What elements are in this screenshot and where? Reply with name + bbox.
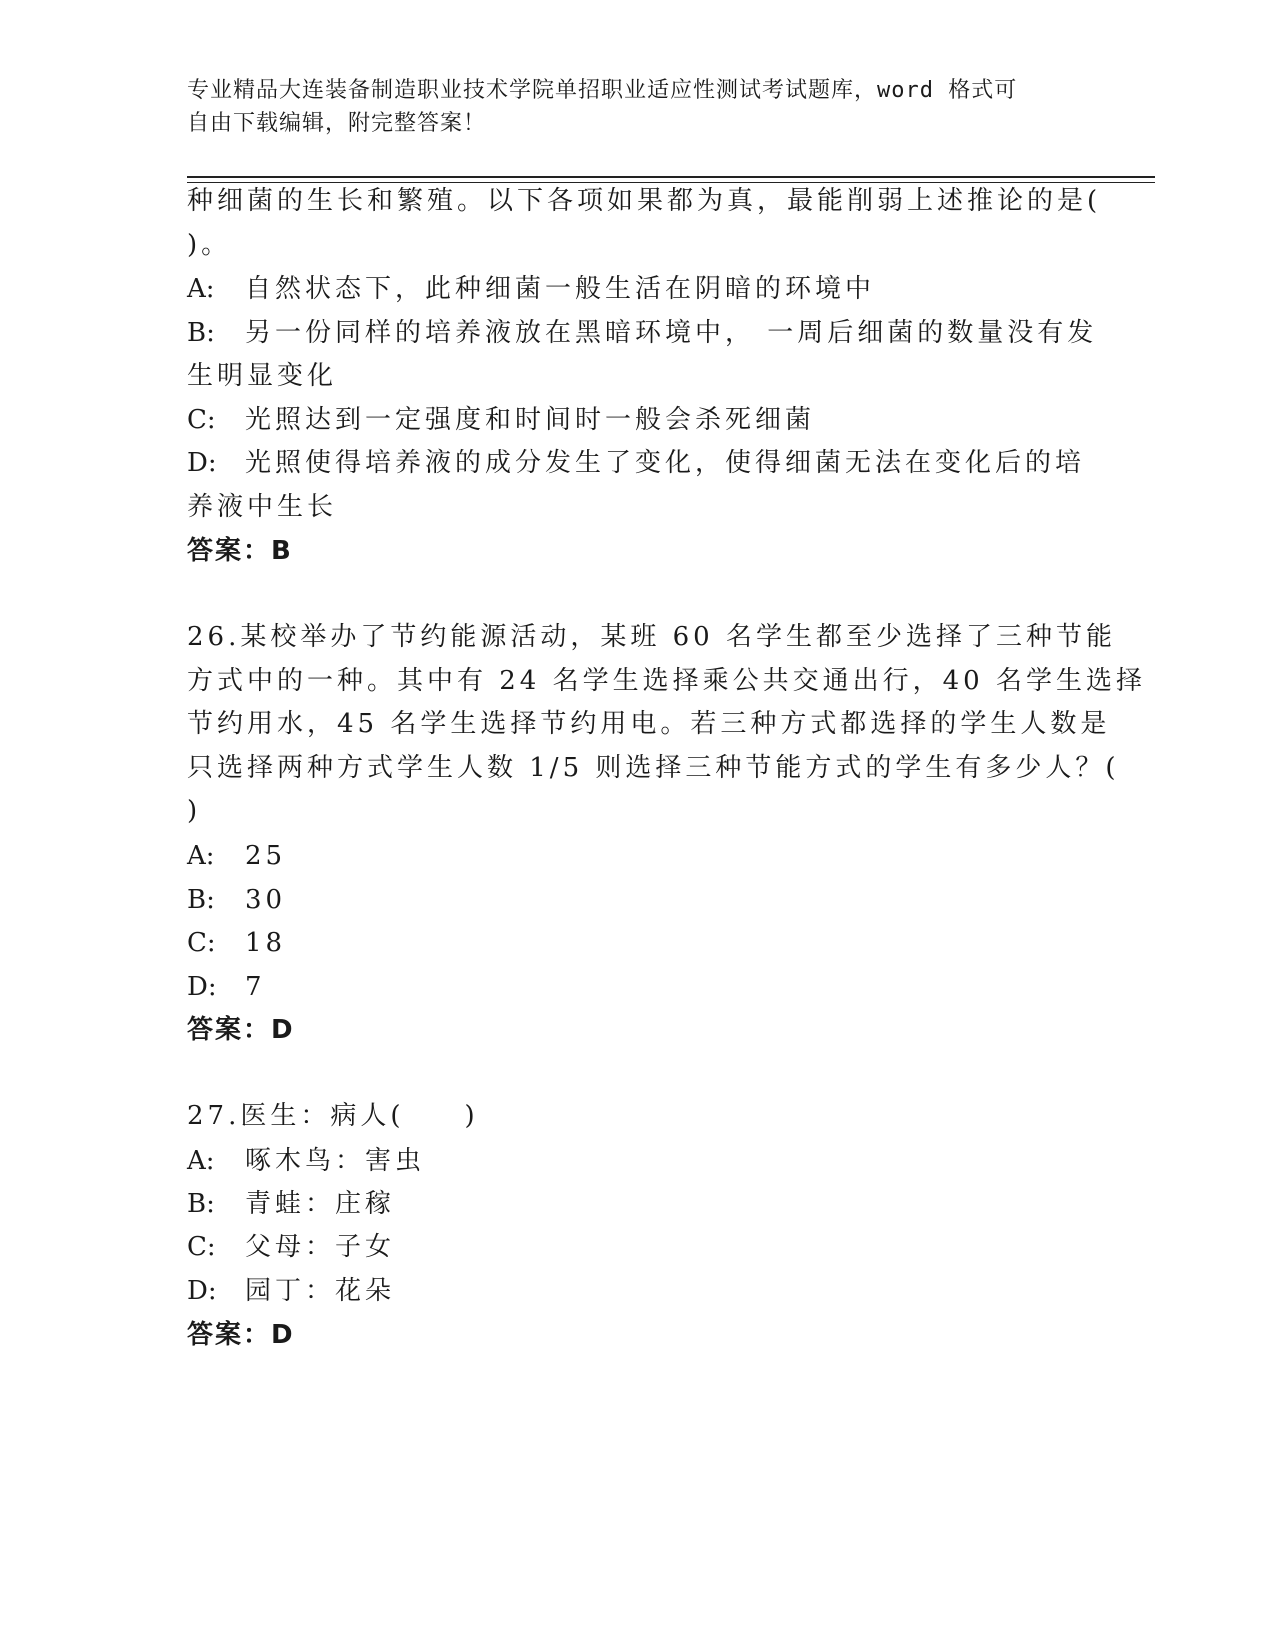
q27-answer: 答案：D [187, 1320, 295, 1350]
option-text: 18 [245, 928, 287, 958]
option-letter: D: [187, 448, 217, 478]
q27-option-c [187, 1230, 395, 1264]
q25-option-b-continued: 生明显变化 [187, 361, 338, 391]
q27-option-b [187, 1187, 395, 1221]
q25-option-d [187, 446, 1085, 480]
q26-option-a [187, 839, 286, 873]
header-line-2: 自由下载编辑，附完整答案！ [187, 111, 487, 136]
document-header [187, 74, 1067, 140]
q25-answer: 答案：B [187, 536, 293, 566]
q25-option-d-continued: 养液中生长 [187, 492, 338, 522]
option-letter: B: [187, 885, 215, 915]
q26-stem-line-1: 26.某校举办了节约能源活动，某班 60 名学生都至少选择了三种节能 [187, 622, 1116, 652]
option-letter: C: [187, 928, 216, 958]
option-text: 父母：子女 [245, 1232, 396, 1262]
q27-stem: 27.医生：病人( ) [187, 1101, 479, 1131]
option-text: 7 [245, 972, 266, 1002]
header-rule-thin [187, 182, 1155, 183]
option-text: 另一份同样的培养液放在黑暗环境中， 一周后细菌的数量没有发 [245, 318, 1098, 348]
q26-option-c [187, 926, 286, 960]
q26-stem-line-3: 节约用水，45 名学生选择节约用电。若三种方式都选择的学生人数是 [187, 709, 1111, 739]
q25-option-b [187, 316, 1097, 350]
q27-option-a [187, 1144, 425, 1178]
header-line-1: 专业精品大连装备制造职业技术学院单招职业适应性测试考试题库，word 格式可 [187, 78, 1018, 103]
option-text: 光照使得培养液的成分发生了变化，使得细菌无法在变化后的培 [245, 448, 1086, 478]
option-letter: B: [187, 318, 215, 348]
option-text: 青蛙：庄稼 [245, 1189, 396, 1219]
q26-stem-line-5: ) [187, 796, 202, 826]
option-letter: A: [187, 1146, 215, 1176]
q26-option-b [187, 883, 286, 917]
option-text: 光照达到一定强度和时间时一般会杀死细菌 [245, 405, 816, 435]
q25-option-c [187, 403, 815, 437]
q25-stem-line-1: 种细菌的生长和繁殖。以下各项如果都为真，最能削弱上述推论的是( [187, 186, 1102, 216]
q25-option-a [187, 272, 875, 306]
option-letter: A: [187, 841, 215, 871]
option-text: 25 [245, 841, 287, 871]
option-letter: D: [187, 972, 217, 1002]
q26-stem-line-2: 方式中的一种。其中有 24 名学生选择乘公共交通出行，40 名学生选择 [187, 666, 1146, 696]
option-letter: C: [187, 405, 216, 435]
option-letter: C: [187, 1232, 216, 1262]
header-rule-thick [187, 176, 1155, 178]
option-letter: D: [187, 1276, 217, 1306]
option-text: 啄木鸟：害虫 [245, 1146, 426, 1176]
option-text: 园丁：花朵 [245, 1276, 396, 1306]
option-letter: A: [187, 274, 215, 304]
option-text: 自然状态下，此种细菌一般生活在阴暗的环境中 [245, 274, 876, 304]
option-text: 30 [245, 885, 287, 915]
option-letter: B: [187, 1189, 215, 1219]
q27-option-d [187, 1274, 395, 1308]
q25-stem-line-2: )。 [187, 230, 232, 260]
q26-stem-line-4: 只选择两种方式学生人数 1/5 则选择三种节能方式的学生有多少人？( [187, 753, 1120, 783]
q26-answer: 答案：D [187, 1015, 295, 1045]
q26-option-d [187, 970, 266, 1004]
